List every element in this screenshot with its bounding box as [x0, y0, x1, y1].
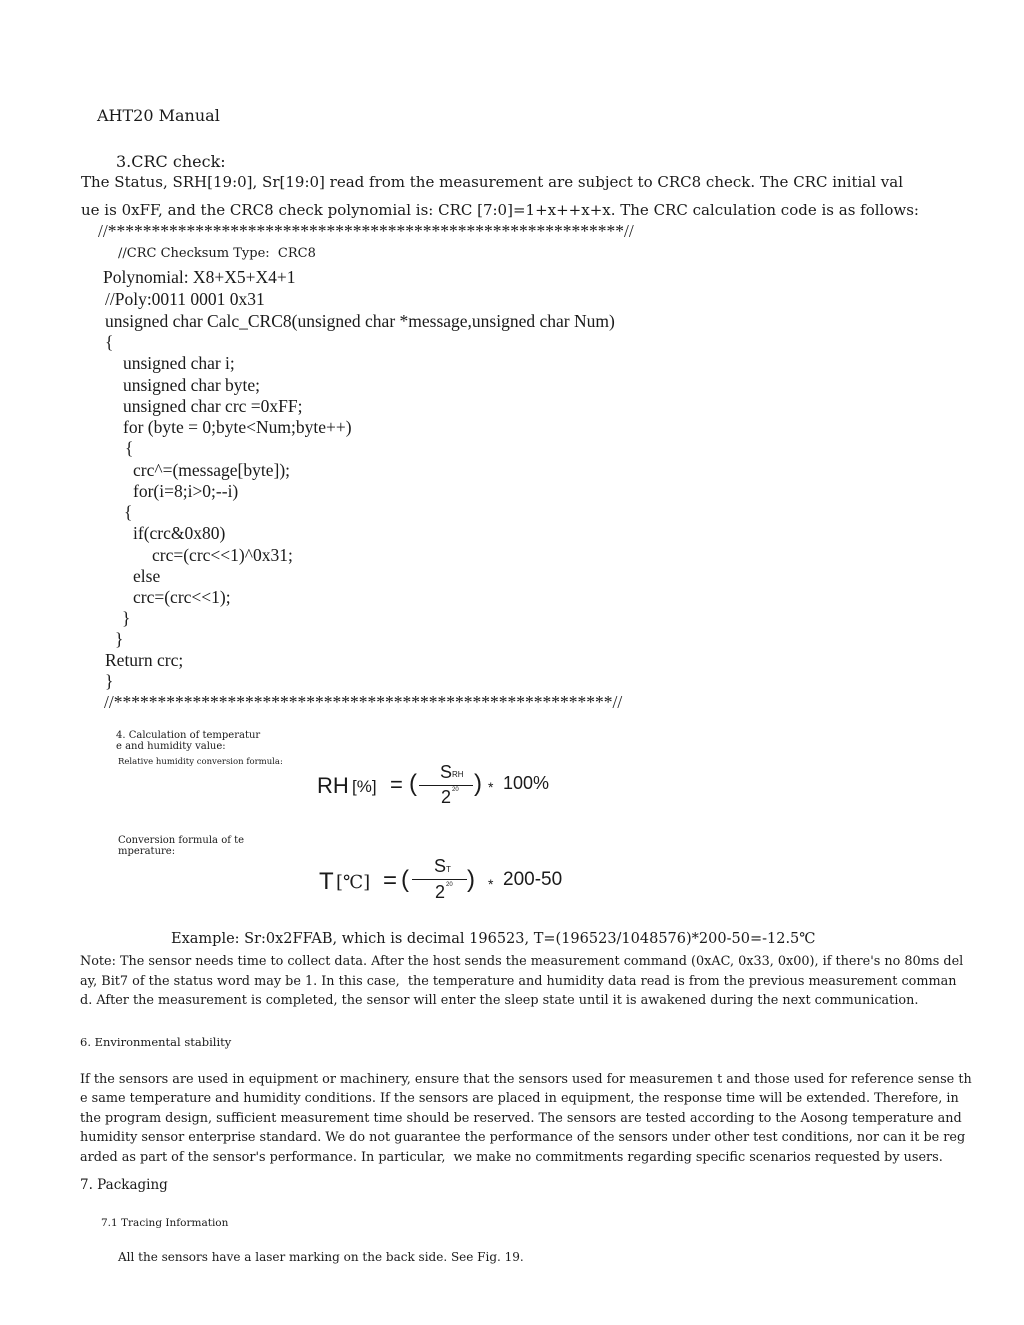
- rh-right-paren: ): [474, 770, 482, 797]
- rh-factor: 100%: [503, 773, 550, 793]
- rh-lhs: RH: [317, 773, 349, 798]
- code-line: for (byte = 0;byte<Num;byte++): [123, 417, 352, 437]
- t-fraction-bar: [412, 879, 467, 880]
- rh-fraction-bar: [419, 785, 473, 786]
- env-para-line: If the sensors are used in equipment or machinery, ensure that the sensors used for measuremen t and those used for reference sense th: [80, 1072, 972, 1087]
- tracing-info-subtitle: 7.1 Tracing Information: [101, 1217, 229, 1229]
- env-para-line: arded as part of the sensor's performance. In particular, we make no commitments regarding specific scenarios requested by users.: [80, 1150, 943, 1165]
- calculation-example: Example: Sr:0x2FFAB, which is decimal 196523, T=(196523/1048576)*200-50=-12.5℃: [171, 931, 816, 947]
- env-section-title: 6. Environmental stability: [80, 1035, 232, 1049]
- code-function-signature: unsigned char Calc_CRC8(unsigned char *message,unsigned char Num): [105, 311, 615, 331]
- rh-times: *: [488, 779, 494, 795]
- env-para-line: e same temperature and humidity conditions. If the sensors are placed in equipment, the response time will be extended. Therefore, in: [80, 1091, 959, 1106]
- rh-numerator-subscript: RH: [452, 770, 464, 779]
- rh-denominator-superscript: 20: [452, 787, 459, 793]
- t-numerator: S: [434, 856, 447, 876]
- rh-formula-label: Relative humidity conversion formula:: [118, 757, 283, 767]
- note-line-2: ay, Bit7 of the status word may be 1. In this case, the temperature and humidity data read is from the previous measurement comman: [80, 974, 957, 989]
- packaging-section-title: 7. Packaging: [80, 1177, 168, 1193]
- rh-numerator: S: [440, 762, 453, 782]
- t-left-paren: (: [401, 866, 409, 893]
- code-line: else: [133, 566, 161, 586]
- calc-title-line-2: e and humidity value:: [116, 741, 226, 752]
- code-separator-bottom: //*********************************************************//: [104, 692, 623, 712]
- code-line: unsigned char i;: [123, 353, 235, 373]
- t-formula-label-line-1: Conversion formula of te: [118, 835, 245, 846]
- code-line: {: [125, 438, 134, 458]
- env-para-line: the program design, sufficient measurement time should be reserved. The sensors are tested according to the Aosong temperature and: [80, 1111, 962, 1126]
- code-line: if(crc&0x80): [133, 523, 226, 543]
- t-right-paren: ): [467, 866, 475, 893]
- code-line: for(i=8;i>0;--i): [133, 481, 239, 501]
- calc-title-line-1: 4. Calculation of temperatur: [116, 730, 261, 741]
- code-poly-comment: //Poly:0011 0001 0x31: [105, 289, 265, 309]
- rh-unit: [%]: [352, 777, 377, 796]
- code-separator-top: //***********************************************************//: [98, 221, 634, 241]
- rh-left-paren: (: [409, 770, 417, 797]
- rh-denominator: 2: [441, 787, 452, 807]
- t-factor: 200-50: [503, 869, 563, 890]
- code-line: Return crc;: [105, 650, 184, 670]
- t-denominator-superscript: 20: [446, 882, 453, 888]
- crc-intro-line-1: The Status, SRH[19:0], Sr[19:0] read from the measurement are subject to CRC8 check. The CRC initial val: [81, 173, 904, 191]
- code-line: crc=(crc<<1)^0x31;: [152, 545, 293, 565]
- code-line: unsigned char crc =0xFF;: [123, 396, 303, 416]
- note-line-3: d. After the measurement is completed, the sensor will enter the sleep state until it is awakened during the next communication.: [80, 993, 919, 1008]
- t-denominator: 2: [435, 882, 446, 902]
- code-line: }: [115, 629, 124, 649]
- code-line: crc=(crc<<1);: [133, 587, 231, 607]
- page-header: AHT20 Manual: [97, 106, 220, 125]
- t-lhs: T: [319, 868, 334, 895]
- code-polynomial: Polynomial: X8+X5+X4+1: [103, 267, 296, 287]
- t-formula-label-line-2: mperature:: [118, 846, 176, 857]
- env-para-line: humidity sensor enterprise standard. We do not guarantee the performance of the sensors under other test conditions, nor can it be reg: [80, 1130, 966, 1145]
- code-line: crc^=(message[byte]);: [133, 460, 291, 480]
- code-comment-type: //CRC Checksum Type: CRC8: [118, 246, 316, 261]
- code-line: }: [105, 671, 114, 691]
- tracing-info-text: All the sensors have a laser marking on the back side. See Fig. 19.: [118, 1250, 524, 1264]
- t-equals: =: [383, 867, 398, 894]
- t-times: *: [488, 876, 494, 892]
- code-line: unsigned char byte;: [123, 375, 261, 395]
- t-numerator-subscript: T: [446, 865, 451, 874]
- crc-intro-line-2: ue is 0xFF, and the CRC8 check polynomial is: CRC [7:0]=1+x++x+x. The CRC calculation code is as follows:: [81, 201, 919, 219]
- rh-equals: =: [390, 772, 403, 797]
- crc-section-title: 3.CRC check:: [116, 152, 226, 171]
- code-line: }: [122, 608, 131, 628]
- t-unit: [℃]: [336, 872, 371, 893]
- code-line: {: [105, 332, 114, 352]
- note-line-1: Note: The sensor needs time to collect data. After the host sends the measurement command (0xAC, 0x33, 0x00), if there's no 80ms del: [80, 954, 964, 969]
- code-line: {: [124, 502, 133, 522]
